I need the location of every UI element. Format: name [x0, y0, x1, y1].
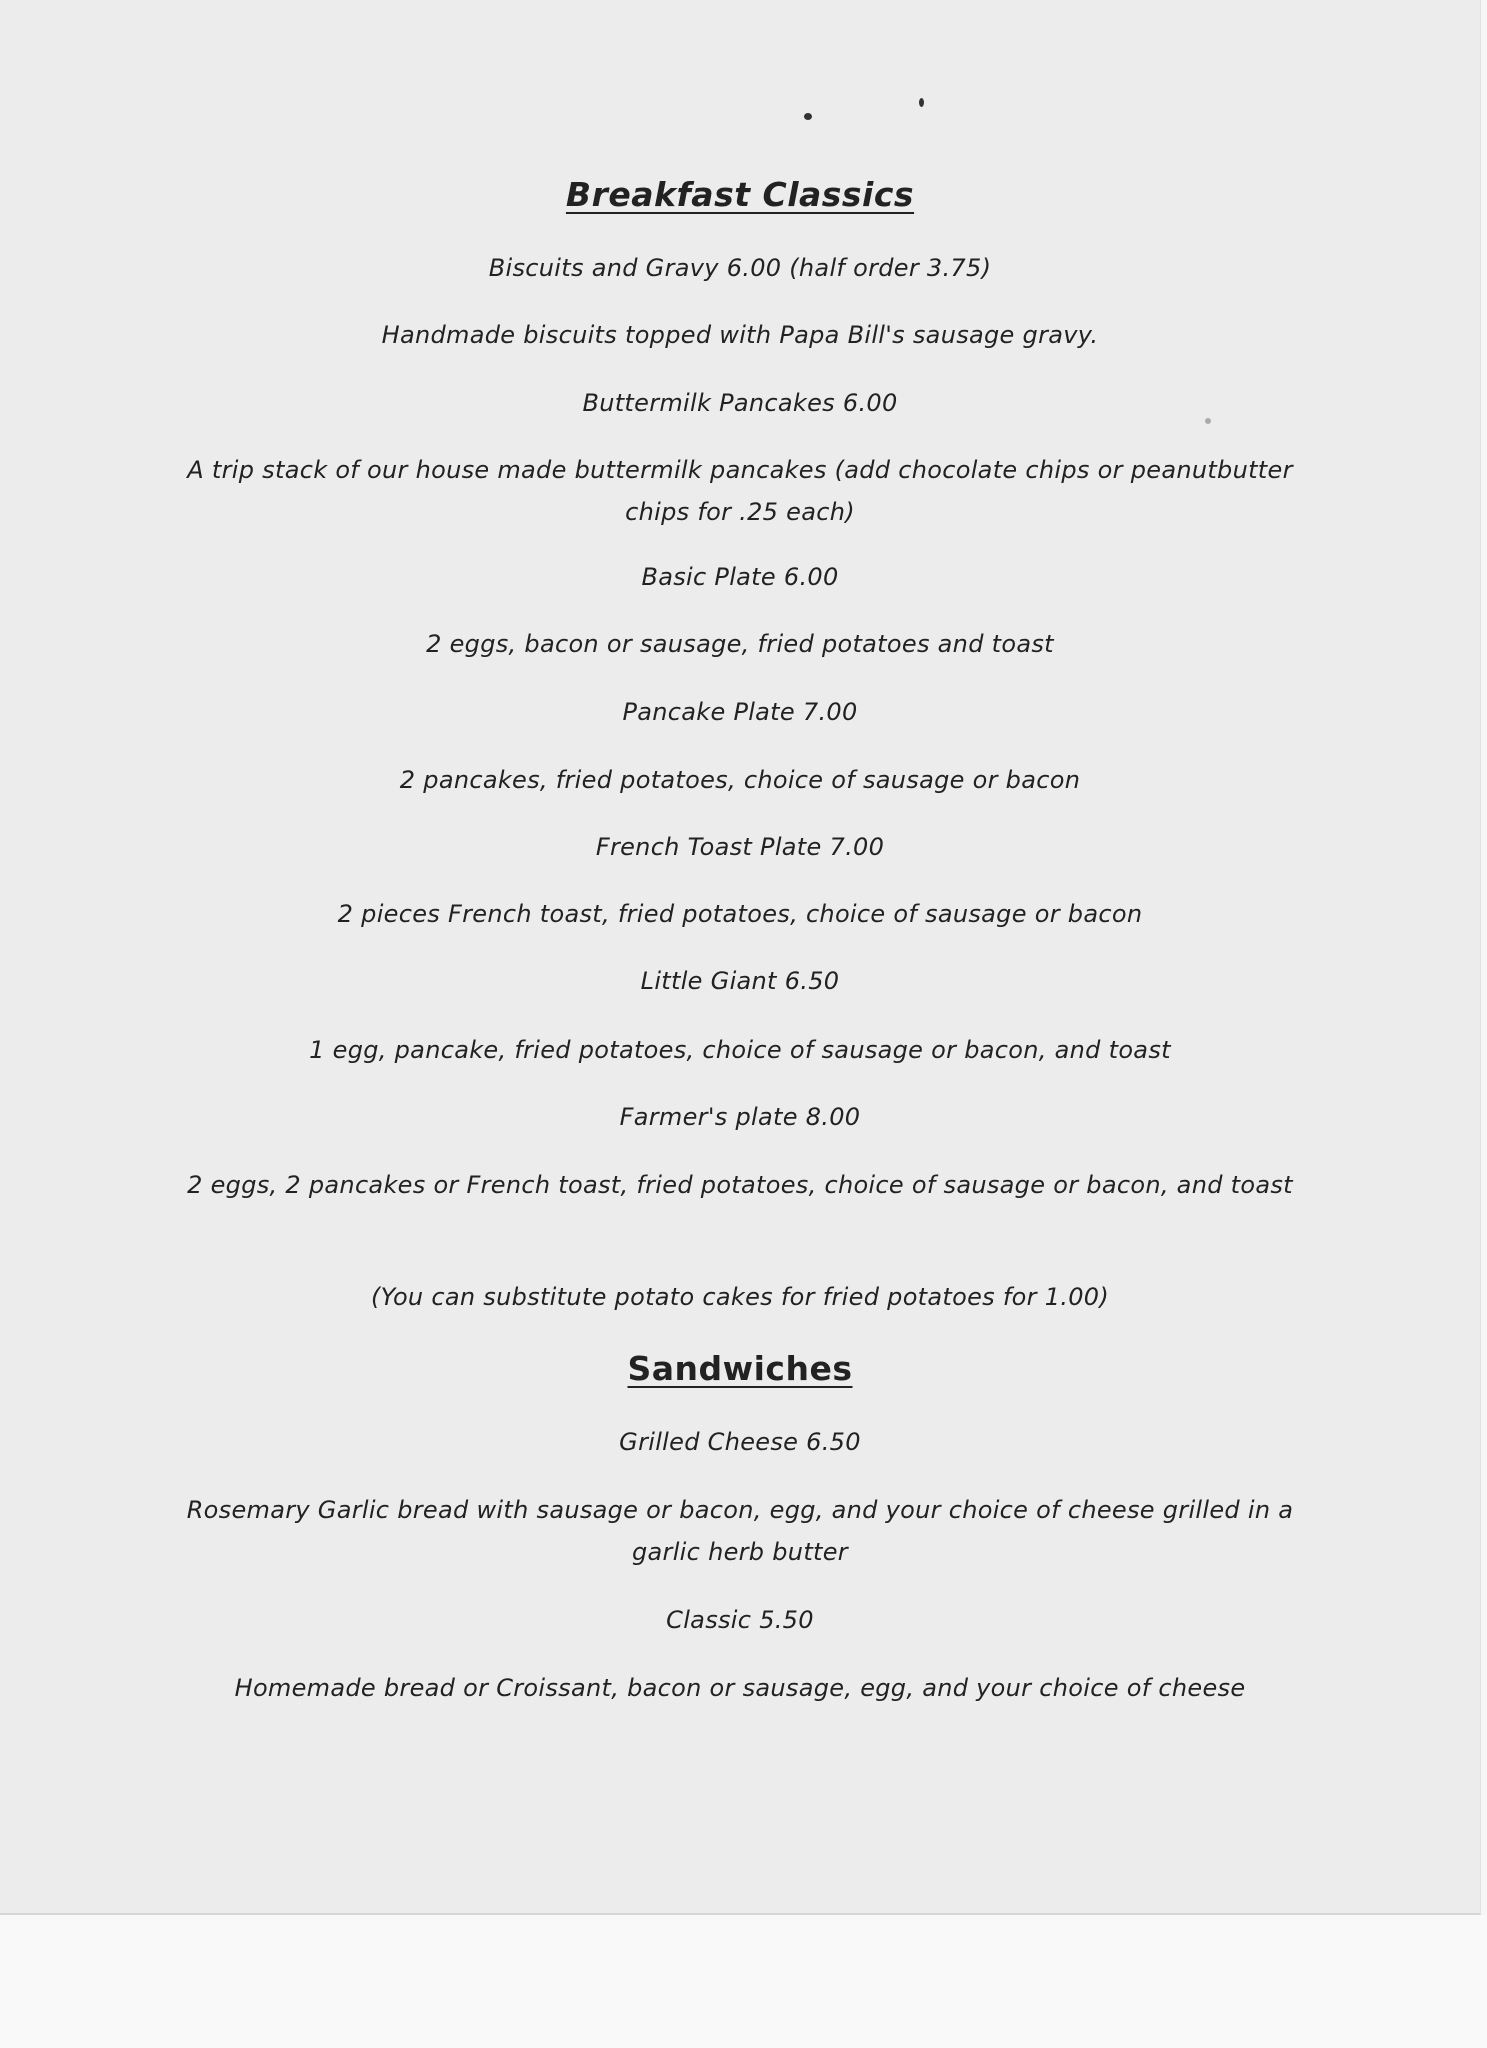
menu-item-title: Grilled Cheese 6.50 [619, 1428, 861, 1456]
menu-item-description: 2 pieces French toast, fried potatoes, choice of sausage or bacon [337, 900, 1143, 928]
paper-speck [804, 113, 812, 120]
menu-item-title: French Toast Plate 7.00 [595, 833, 885, 861]
menu-item-title: Buttermilk Pancakes 6.00 [582, 389, 898, 417]
menu-item-description: Handmade biscuits topped with Papa Bill's sausage gravy. [381, 321, 1099, 349]
scan-margin [0, 1915, 1487, 2048]
sandwiches-heading: Sandwiches [627, 1349, 853, 1388]
menu-item-title: Classic 5.50 [666, 1606, 814, 1634]
menu-item-description: 2 eggs, 2 pancakes or French toast, fried potatoes, choice of sausage or bacon, and toast [187, 1171, 1293, 1199]
menu-item-title: Little Giant 6.50 [640, 967, 840, 995]
menu-item-description: A trip stack of our house made buttermilk pancakes (add chocolate chips or peanutbutter chips for .25 each) [187, 456, 1293, 526]
menu-note: (You can substitute potato cakes for fried potatoes for 1.00) [370, 1283, 1110, 1311]
menu-item-title: Farmer's plate 8.00 [619, 1103, 861, 1131]
menu-item-description: Rosemary Garlic bread with sausage or bacon, egg, and your choice of cheese grilled in a garlic herb butter [186, 1496, 1294, 1566]
menu-item-title: Basic Plate 6.00 [641, 563, 839, 591]
menu-item-title: Biscuits and Gravy 6.00 (half order 3.75) [488, 254, 992, 282]
menu-item-description: 1 egg, pancake, fried potatoes, choice of sausage or bacon, and toast [309, 1036, 1171, 1064]
menu-item-description: 2 eggs, bacon or sausage, fried potatoes and toast [426, 630, 1054, 658]
menu-item-title: Pancake Plate 7.00 [622, 698, 858, 726]
breakfast-heading: Breakfast Classics [565, 175, 915, 214]
paper-speck [919, 98, 924, 107]
menu-item-description: 2 pancakes, fried potatoes, choice of sausage or bacon [399, 766, 1081, 794]
menu-item-description: Homemade bread or Croissant, bacon or sausage, egg, and your choice of cheese [234, 1674, 1246, 1702]
